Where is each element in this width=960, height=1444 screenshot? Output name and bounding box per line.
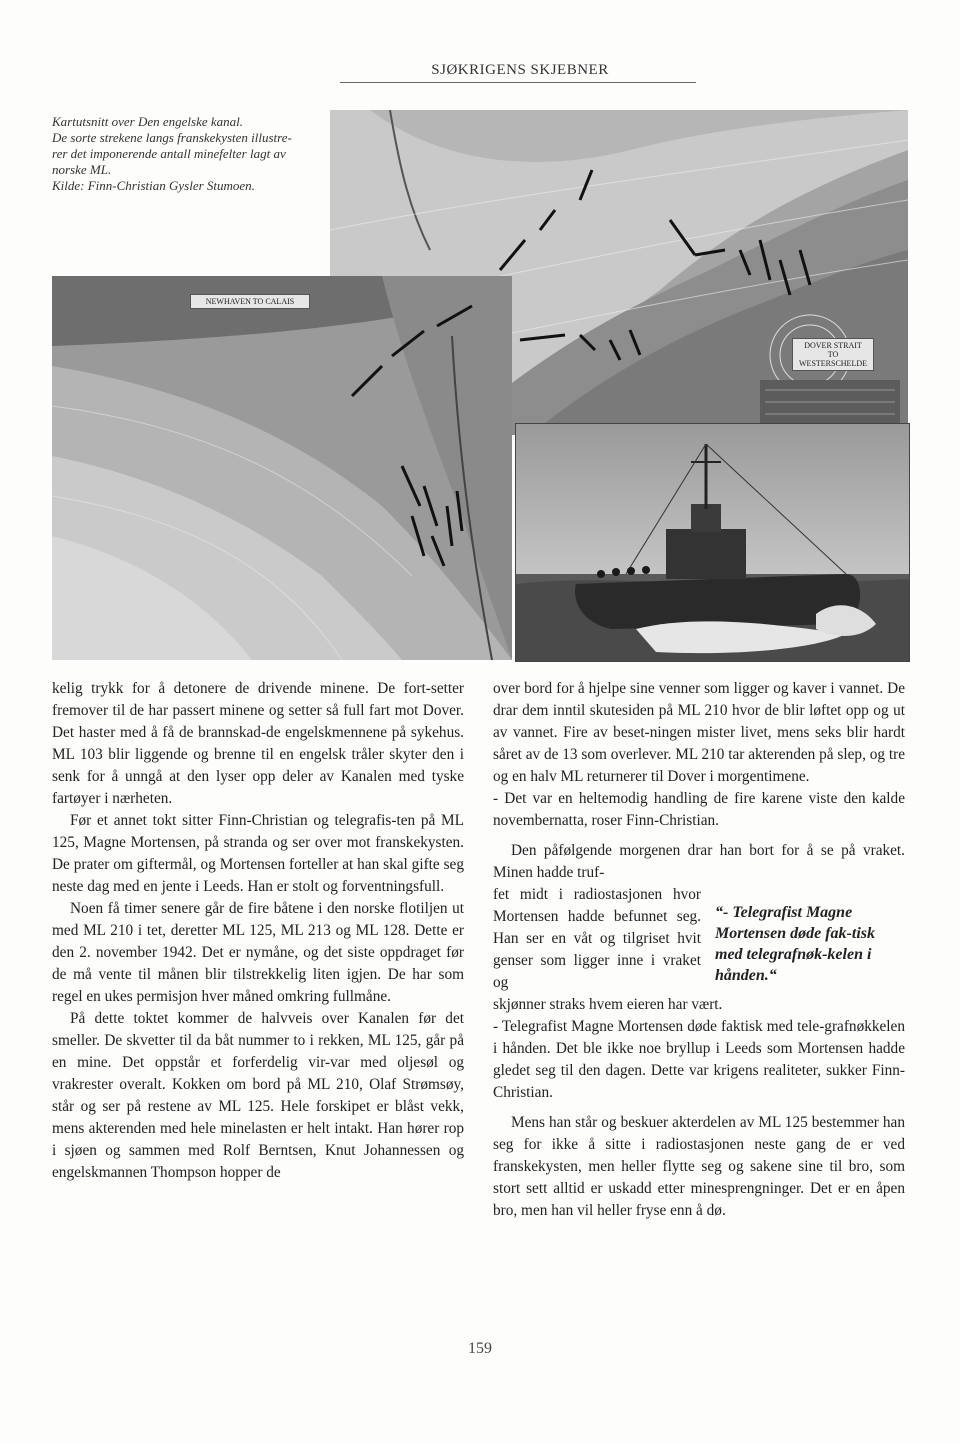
running-head: SJØKRIGENS SKJEBNER — [431, 62, 609, 78]
body-paragraph: Før et annet tokt sitter Finn-Christian og telegrafis-ten på ML 125, Magne Mortensen, på stranda og ser over mot franskekysten. De prater om giftermål, og Mortensen forteller at han skal gifte seg neste dag med en jente i Leeds. Han er stolt og forventningsfull. — [52, 812, 464, 895]
caption-line: Kartutsnitt over Den engelske kanal. — [52, 114, 243, 129]
header-rule — [340, 82, 696, 83]
caption-line: norske ML. — [52, 162, 112, 177]
nautical-chart-newhaven-calais — [52, 276, 512, 660]
pull-quote: “- Telegrafist Magne Mortensen døde fak-tisk med telegrafnøk-kelen i hånden.“ — [715, 904, 875, 984]
body-paragraph: - Det var en heltemodig handling de fire karene viste den kalde novembernatta, roser Finn-Christian. — [493, 790, 905, 829]
figure-caption — [52, 114, 328, 194]
body-paragraph: over bord for å hjelpe sine venner som ligger og kaver i vannet. De drar dem inntil skutesiden på ML 210 hvor de blir løftet opp og ut av vannet. Fire av beset-ningen mister livet, mens seks blir hardt såret av de 13 som overlever. ML 210 tar akterenden på slep, og tre og en halv ML returnerer til Dover i morgentimene. — [493, 680, 905, 785]
chart-graphic — [52, 276, 512, 660]
chart-title-text: NEWHAVEN TO CALAIS — [205, 297, 295, 306]
text-column-left — [52, 678, 464, 1184]
body-paragraph: Mens han står og beskuer akterdelen av ML 125 bestemmer han seg for ikke å sitte i radiostasjonen neste gang de er ved franskekysten, men heller flytte seg og sakene sine til bro, som stort sett alltid er uskadd etter minesprengninger. Det er en åpen bro, men han vil heller fryse enn å dø. — [493, 1114, 905, 1219]
chart-title-box-newhaven — [190, 294, 310, 309]
ship-graphic — [516, 424, 909, 661]
pull-quote-wrap — [493, 884, 905, 994]
motor-launch-photo — [515, 423, 910, 662]
text-column-right — [493, 678, 905, 1222]
body-paragraph: På dette toktet kommer de halvveis over Kanalen før det smeller. De skvetter til da båt nummer to i rekken, ML 125, går på en mine. Det oppstår et forferdelig vir-var med oljesøl og vrakrester overalt. Kokken om bord på ML 210, Olaf Strømsøy, står og ser på restene av ML 125. Hele forskipet er blåst vekk, mens akterenden med hele minelasten er helt intakt. Han hører rop i sjøen og sammen med Rolf Berntsen, Knut Johannessen og engelskmannen Thompson hopper de — [52, 1010, 464, 1181]
chart-title-box-dover — [792, 338, 874, 371]
caption-line: rer det imponerende antall minefelter lagt av — [52, 146, 286, 161]
body-paragraph: - Telegrafist Magne Mortensen døde faktisk med tele-grafnøkkelen i hånden. Det ble ikke noe bryllup i Leeds som Mortensen hadde gledet seg til den dagen. Dette var krigens realiteter, sukker Finn-Christian. — [493, 1018, 905, 1101]
chart-title-text: TO — [827, 350, 839, 359]
page-number: 159 — [468, 1340, 492, 1357]
chart-title-text: WESTERSCHELDE — [799, 359, 867, 368]
chart-title-text: DOVER STRAIT — [804, 341, 862, 350]
body-paragraph: skjønner straks hvem eieren har vært. — [493, 996, 723, 1013]
body-paragraph: kelig trykk for å detonere de drivende minene. De fort-setter fremover til de har passert minene og setter så full fart mot Dover. Det haster med å få de brannskad-de engelskmennene på sykehus. ML 103 blir liggende og brenne til en engelsk tråler skyter den i senk for å unngå at den lyser opp deler av Kanalen med tyske fartøyer i nærheten. — [52, 680, 464, 807]
caption-line: De sorte strekene langs franskekysten illustre- — [52, 130, 292, 145]
body-paragraph: Den påfølgende morgenen drar han bort for å se på vraket. Minen hadde truf- — [493, 842, 905, 881]
caption-line: Kilde: Finn-Christian Gysler Stumoen. — [52, 178, 255, 193]
body-paragraph-narrow: fet midt i radiostasjonen hvor Mortensen hadde befunnet seg. Han ser en våt og tilgriset hvit genser som ligger inne i vraket og — [493, 886, 701, 991]
body-paragraph: Noen få timer senere går de fire båtene i den norske flotiljen ut med ML 210 i tet, deretter ML 125, ML 213 og ML 128. Dette er den 2. november 1942. Det er nymåne, og det siste oppdraget før de må vente til månen blir tilstrekkelig liten igjen. De har som regel en ukes permisjon hver måned omkring fullmåne. — [52, 900, 464, 1005]
